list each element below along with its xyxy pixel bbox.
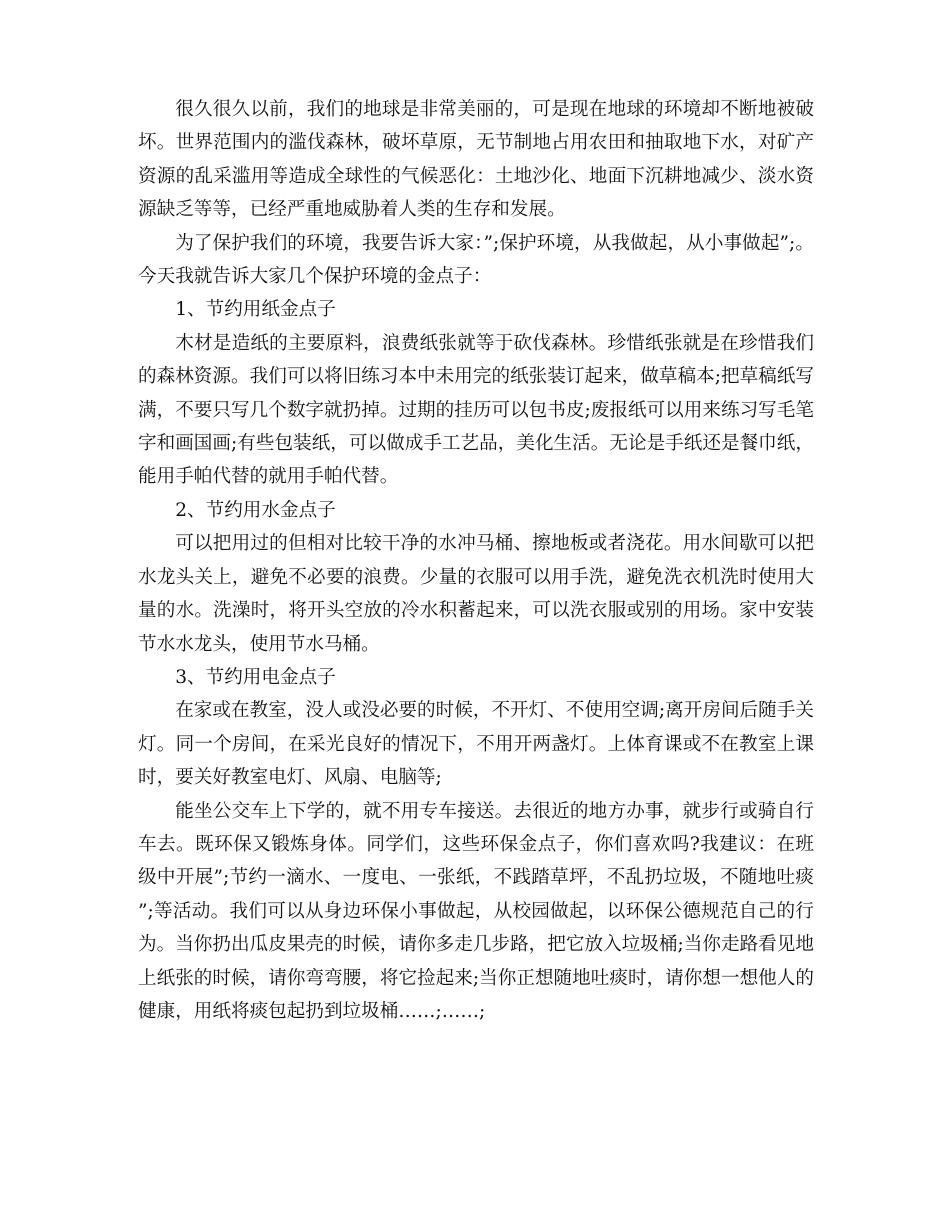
paragraph-paper: 木材是造纸的主要原料，浪费纸张就等于砍伐森林。珍惜纸张就是在珍惜我们的森林资源。我们可以将旧练习本中未用完的纸张装订起来，做草稿本;把草稿纸写满，不要只写几个数字就扔掉。过期的挂历可以包书皮;废报纸可以用来练习写毛笔字和画国画;有些包装纸，可以做成手工艺品，美化生活。无论是手纸还是餐巾纸，能用手帕代替的就用手帕代替。	[138, 332, 814, 488]
document-body	[138, 93, 814, 1028]
paragraph-water: 可以把用过的但相对比较干净的水冲马桶、擦地板或者浇花。用水间歇可以把水龙头关上，避免不必要的浪费。少量的衣服可以用手洗，避免洗衣机洗时使用大量的水。洗澡时，将开头空放的冷水积蓄起来，可以洗衣服或别的用场。家中安装节水水龙头，使用节水马桶。	[138, 533, 814, 655]
paragraph-call-to-action: 为了保护我们的环境，我要告诉大家：”;保护环境，从我做起，从小事做起”;。今天我就告诉大家几个保护环境的金点子：	[138, 232, 814, 288]
paragraph-intro: 很久很久以前，我们的地球是非常美丽的，可是现在地球的环境却不断地被破坏。世界范围内的滥伐森林，破坏草原，无节制地占用农田和抽取地下水，对矿产资源的乱采滥用等造成全球性的气候恶化：土地沙化、地面下沉耕地减少、淡水资源缺乏等等，已经严重地威胁着人类的生存和发展。	[138, 99, 814, 221]
paragraph-conclusion: 能坐公交车上下学的，就不用专车接送。去很近的地方办事，就步行或骑自行车去。既环保又锻炼身体。同学们，这些环保金点子，你们喜欢吗?我建议：在班级中开展”;节约一滴水、一度电、一张纸，不践踏草坪，不乱扔垃圾，不随地吐痰”;等活动。我们可以从身边环保小事做起，从校园做起，以环保公德规范自己的行为。当你扔出瓜皮果壳的时候，请你多走几步路，把它放入垃圾桶;当你走路看见地上纸张的时候，请你弯弯腰，将它捡起来;当你正想随地吐痰时，请你想一想他人的健康，用纸将痰包起扔到垃圾桶……;……;	[138, 800, 814, 1022]
section-heading-water: 2、节约用水金点子	[175, 499, 336, 521]
paragraph-electricity: 在家或在教室，没人或没必要的时候，不开灯、不使用空调;离开房间后随手关灯。同一个房间，在采光良好的情况下，不用开两盏灯。上体育课或不在教室上课时，要关好教室电灯、风扇、电脑等;	[138, 700, 814, 789]
section-heading-paper: 1、节约用纸金点子	[175, 299, 336, 321]
section-heading-electricity: 3、节约用电金点子	[175, 666, 336, 688]
